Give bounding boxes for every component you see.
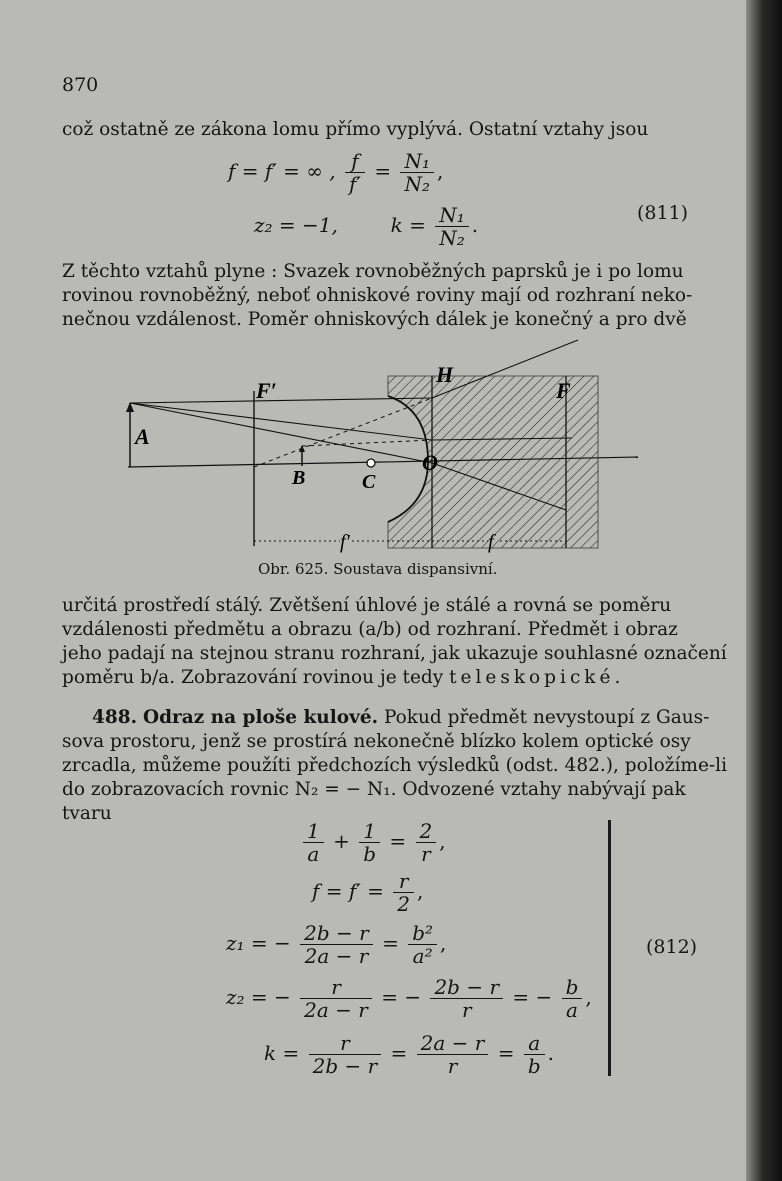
section-line2: sova prostoru, jenž se prostírá nekonečně blízko kolem optické osy xyxy=(62,731,691,752)
section-line1-rest: Pokud předmět nevystoupí z Gaus- xyxy=(378,707,710,728)
label-B: B xyxy=(292,467,306,489)
label-O: O xyxy=(422,450,438,475)
telescopic-word: teleskopické. xyxy=(449,667,625,688)
label-F-prime: F′ xyxy=(256,378,277,403)
eq811-line2: z₂ = −1, k = $\frac{\text{N₁}}{\text{N₂}}$ . xyxy=(254,203,479,250)
para1-line3: nečnou vzdálenost. Poměr ohniskových dálek je konečný a pro dvě xyxy=(62,309,687,330)
eq811-z2: z₂ = −1, xyxy=(254,213,338,237)
eq812-group-bracket xyxy=(608,820,611,1076)
eq811-number: (811) xyxy=(637,202,689,224)
eq812-number: (812) xyxy=(646,936,698,958)
eq811-line1: f = f′ = ∞ , $\frac{f}{f'}$ = $\frac{\text{N₁}}{\text{N₂}}$ , xyxy=(228,149,444,196)
section-line5: tvaru xyxy=(62,803,112,824)
section-heading-line xyxy=(92,706,709,730)
eq811-f-eq: f = f′ = ∞ , xyxy=(228,159,336,183)
para1-line1: Z těchto vztahů plyne : Svazek rovnoběžných paprsků je i po lomu xyxy=(62,261,684,282)
label-C: C xyxy=(362,471,376,493)
figure-caption: Obr. 625. Soustava dispansivní. xyxy=(258,560,498,578)
section-number: 488. xyxy=(92,707,138,728)
eq812-line5: k = $\frac{r}{2b - r}$ = $\frac{2a - r}{r}$ = $\frac{a}{b}$ . xyxy=(264,1031,554,1078)
eq811-ratio-rhs: $\frac{\text{N₁}}{\text{N₂}}$ xyxy=(400,150,434,195)
page-number: 870 xyxy=(62,74,99,96)
eq812-line2: f = f′ = $\frac{r}{2}$ , xyxy=(312,869,424,916)
section-line4: do zobrazovacích rovnic N₂ = − N₁. Odvozené vztahy nabývají pak xyxy=(62,779,686,800)
intro-line: což ostatně ze zákona lomu přímo vyplývá. Ostatní vztahy jsou xyxy=(62,119,649,140)
ray-1 xyxy=(130,398,432,403)
eq811-k-lhs: k = xyxy=(390,213,426,237)
eq812-line1: $\frac{1}{a}$ + $\frac{1}{b}$ = $\frac{2}{r}$ , xyxy=(300,820,446,865)
figure-dispersive-system xyxy=(0,336,782,566)
para2-line1: určitá prostředí stálý. Zvětšení úhlové je stálé a rovná se poměru xyxy=(62,595,672,616)
para2-line4 xyxy=(62,666,624,690)
ray-3 xyxy=(130,403,432,463)
eq811-ratio-lhs: $\frac{f}{f'}$ xyxy=(345,150,365,195)
label-f: f xyxy=(488,531,494,553)
section-line3: zrcadla, můžeme použíti předchozích výsledků (odst. 482.), položíme-li xyxy=(62,755,727,776)
book-spine-shadow xyxy=(746,0,782,1181)
eq811-k-ratio: $\frac{\text{N₁}}{\text{N₂}}$ xyxy=(435,204,469,249)
para2-line2: vzdálenosti předmětu a obrazu (a/b) od rozhraní. Předmět i obraz xyxy=(62,619,678,640)
center-C-point xyxy=(367,459,375,467)
para2-line4-text: poměru b/a. Zobrazování rovinou je tedy xyxy=(62,667,450,688)
ray-2 xyxy=(130,403,432,440)
para2-line3: jeho padají na stejnou stranu rozhraní, jak ukazuje souhlasné označení xyxy=(62,643,727,664)
label-H: H xyxy=(436,362,454,387)
label-A: A xyxy=(135,424,150,449)
eq812-line3: z₁ = − $\frac{2b - r}{2a - r}$ = $\frac{\text{b²}}{\text{a²}}$ , xyxy=(226,921,447,968)
section-title: Odraz na ploše kulové. xyxy=(142,707,379,728)
eq812-line4: z₂ = − $\frac{r}{2a - r}$ = − $\frac{2b - r}{r}$ = − $\frac{b}{a}$ , xyxy=(226,975,592,1022)
label-F: F xyxy=(556,378,571,403)
label-f-prime: f′ xyxy=(340,531,350,553)
para1-line2: rovinou rovnoběžný, neboť ohniskové roviny mají od rozhraní neko- xyxy=(62,285,693,306)
